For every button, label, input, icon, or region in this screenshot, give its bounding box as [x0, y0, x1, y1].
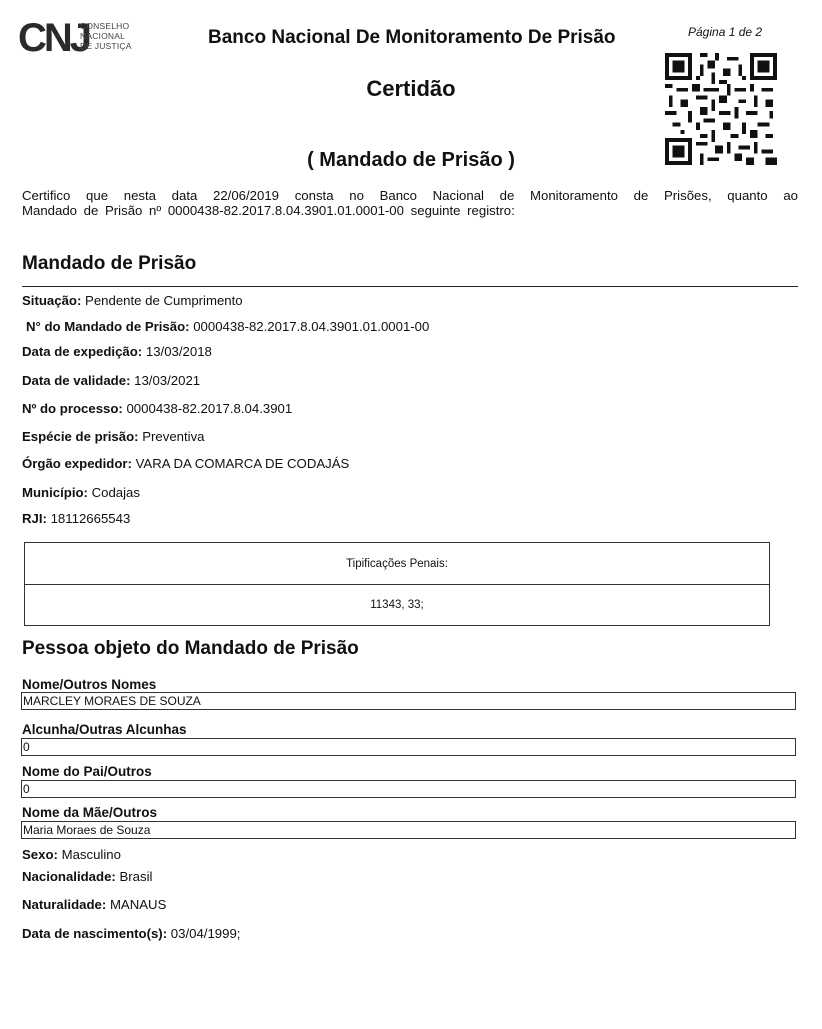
- field-value: Preventiva: [138, 429, 205, 444]
- field-numero-mandado: [26, 319, 429, 335]
- field-value: Pendente de Cumprimento: [81, 293, 243, 308]
- pessoa-section-title: Pessoa objeto do Mandado de Prisão: [22, 638, 359, 659]
- field-label: Município:: [22, 485, 88, 500]
- field-sexo: [22, 847, 121, 863]
- field-value: VARA DA COMARCA DE CODAJÁS: [131, 456, 350, 471]
- certidao-title: Certidão: [366, 76, 456, 101]
- field-value: Masculino: [57, 847, 121, 862]
- bank-title: Banco Nacional De Monitoramento De Prisão: [208, 27, 616, 48]
- field-value: 18112665543: [46, 511, 131, 526]
- field-especie-prisao: [22, 429, 205, 445]
- field-value: 13/03/2021: [130, 373, 201, 388]
- field-rji: [22, 511, 130, 527]
- intro-line-2: Mandado de Prisão nº 0000438-82.2017.8.04.3901.01.0001-00 seguinte registro:: [22, 203, 515, 218]
- field-label: N° do Mandado de Prisão:: [26, 319, 190, 334]
- field-orgao-expedidor: [22, 456, 349, 472]
- logo-text-line3: DE JUSTIÇA: [80, 41, 132, 51]
- field-data-nascimento: [22, 926, 240, 942]
- field-label: Situação:: [22, 293, 82, 308]
- field-label: Data de nascimento(s):: [22, 926, 168, 941]
- field-label: Data de expedição:: [22, 344, 143, 359]
- field-numero-processo: [22, 401, 292, 417]
- field-label: Data de validade:: [22, 373, 131, 388]
- tipificacoes-table: [24, 542, 770, 626]
- tipificacoes-value: 11343, 33;: [370, 599, 424, 611]
- cnj-logo: CNJ: [18, 16, 90, 60]
- box-label-pai: Nome do Pai/Outros: [22, 764, 152, 779]
- field-value: Brasil: [115, 869, 153, 884]
- document-subtitle: ( Mandado de Prisão ): [307, 149, 515, 171]
- box-value-pai: 0: [21, 780, 796, 798]
- field-value: 0000438-82.2017.8.04.3901.01.0001-00: [189, 319, 430, 334]
- field-label: Espécie de prisão:: [22, 429, 139, 444]
- field-situacao: [22, 293, 243, 309]
- tipificacoes-header: Tipificações Penais:: [25, 543, 769, 585]
- field-data-validade: [22, 373, 200, 389]
- field-label: Nº do processo:: [22, 401, 123, 416]
- field-value: 03/04/1999;: [167, 926, 241, 941]
- box-label-nome: Nome/Outros Nomes: [22, 677, 157, 692]
- field-data-expedicao: [22, 344, 212, 360]
- page-number: Página 1 de 2: [688, 25, 763, 39]
- section-divider: [22, 286, 798, 287]
- logo-text-line1: CONSELHO: [80, 21, 130, 31]
- field-value: 13/03/2018: [142, 344, 212, 359]
- field-naturalidade: [22, 897, 166, 913]
- box-value-nome: MARCLEY MORAES DE SOUZA: [21, 692, 796, 710]
- field-label: Sexo:: [22, 847, 58, 862]
- field-nacionalidade: [22, 869, 152, 885]
- mandado-section-title: Mandado de Prisão: [22, 253, 197, 274]
- intro-line-1: Certifico que nesta data 22/06/2019 consta no Banco Nacional de Monitoramento de Prisões, quanto ao: [22, 188, 798, 203]
- field-value: Codajas: [87, 485, 140, 500]
- field-value: 0000438-82.2017.8.04.3901: [122, 401, 293, 416]
- box-label-mae: Nome da Mãe/Outros: [22, 805, 158, 820]
- field-municipio: [22, 485, 140, 501]
- field-label: Naturalidade:: [22, 897, 107, 912]
- box-label-alcunha: Alcunha/Outras Alcunhas: [22, 722, 187, 737]
- field-label: RJI:: [22, 511, 47, 526]
- field-value: MANAUS: [106, 897, 167, 912]
- box-value-alcunha: 0: [21, 738, 796, 756]
- logo-text-line2: NACIONAL: [80, 31, 126, 41]
- field-label: Nacionalidade:: [22, 869, 116, 884]
- box-value-mae: Maria Moraes de Souza: [21, 821, 796, 839]
- field-label: Órgão expedidor:: [22, 456, 132, 471]
